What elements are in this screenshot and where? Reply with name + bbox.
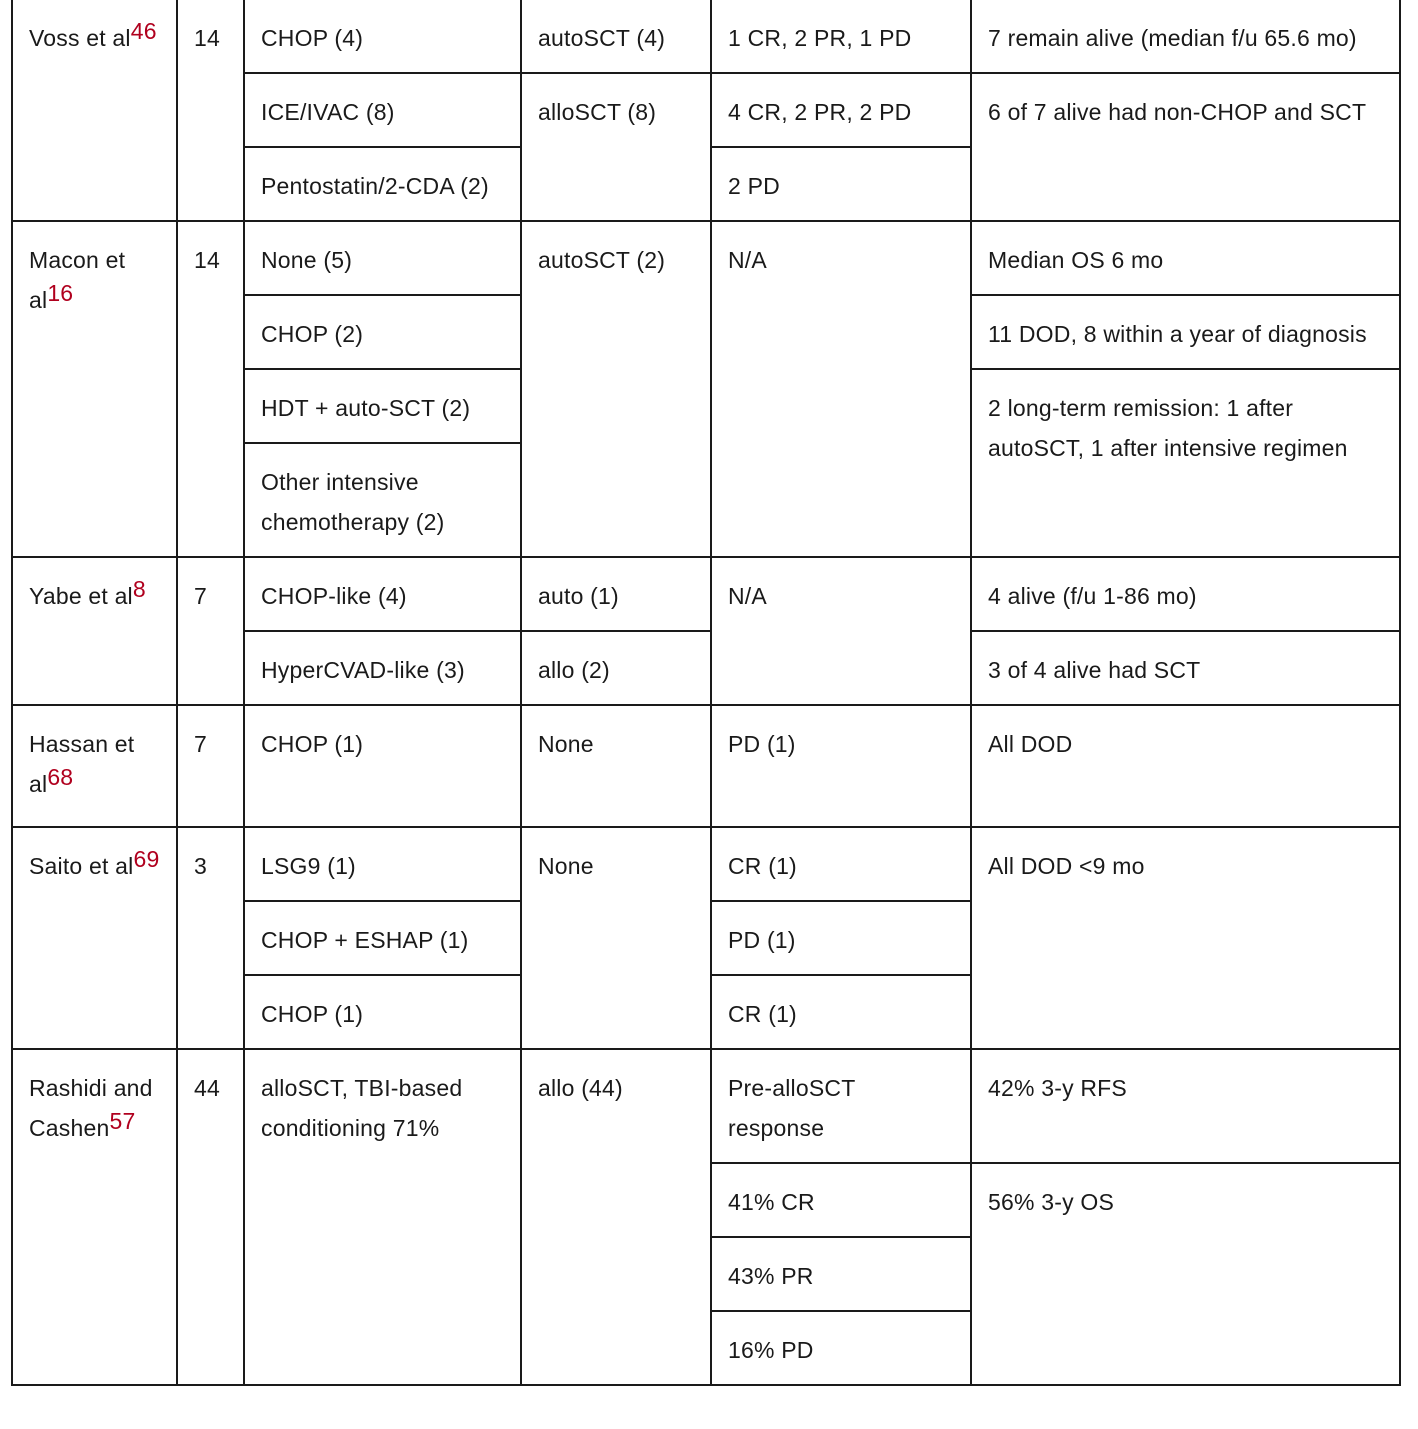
outcome-cell: 2 long-term remission: 1 after autoSCT, 1 after intensive regimen xyxy=(971,369,1400,557)
study-cell xyxy=(12,705,177,827)
study-cell xyxy=(12,221,177,557)
table-row xyxy=(12,705,1400,827)
table-row xyxy=(12,0,1400,73)
treatment-cell: None (5) xyxy=(244,221,521,295)
outcome-cell: All DOD <9 mo xyxy=(971,827,1400,1049)
study-name: Macon et al xyxy=(29,247,126,313)
response-cell: 1 CR, 2 PR, 1 PD xyxy=(711,0,971,73)
study-name: Hassan et al xyxy=(29,731,135,797)
reference-link[interactable]: 8 xyxy=(132,576,146,603)
outcome-cell: 3 of 4 alive had SCT xyxy=(971,631,1400,705)
reference-link[interactable]: 57 xyxy=(109,1108,136,1135)
response-cell: 43% PR xyxy=(711,1237,971,1311)
sct-cell: None xyxy=(521,827,711,1049)
patient-count: 14 xyxy=(177,0,244,221)
table-row xyxy=(12,221,1400,295)
sct-cell: auto (1) xyxy=(521,557,711,631)
treatment-cell: LSG9 (1) xyxy=(244,827,521,901)
patient-count: 14 xyxy=(177,221,244,557)
treatment-cell: HyperCVAD-like (3) xyxy=(244,631,521,705)
response-cell: PD (1) xyxy=(711,705,971,827)
sct-cell: None xyxy=(521,705,711,827)
response-cell: 41% CR xyxy=(711,1163,971,1237)
outcome-cell: All DOD xyxy=(971,705,1400,827)
study-cell xyxy=(12,1049,177,1385)
study-cell xyxy=(12,0,177,221)
treatment-cell: CHOP + ESHAP (1) xyxy=(244,901,521,975)
patient-count: 3 xyxy=(177,827,244,1049)
treatment-cell: HDT + auto-SCT (2) xyxy=(244,369,521,443)
results-table xyxy=(11,0,1401,1386)
response-cell: 4 CR, 2 PR, 2 PD xyxy=(711,73,971,147)
outcome-cell: 7 remain alive (median f/u 65.6 mo) xyxy=(971,0,1400,73)
response-cell: N/A xyxy=(711,557,971,705)
sct-cell: allo (44) xyxy=(521,1049,711,1385)
study-cell xyxy=(12,557,177,705)
study-name: Yabe et al xyxy=(29,583,133,609)
patient-count: 44 xyxy=(177,1049,244,1385)
study-cell xyxy=(12,827,177,1049)
reference-link[interactable]: 46 xyxy=(130,18,157,45)
study-name: Voss et al xyxy=(29,25,131,51)
study-name: Saito et al xyxy=(29,853,134,879)
treatment-cell: CHOP (1) xyxy=(244,705,521,827)
outcome-cell: 42% 3-y RFS xyxy=(971,1049,1400,1163)
treatment-cell: CHOP (4) xyxy=(244,0,521,73)
reference-link[interactable]: 16 xyxy=(47,280,74,307)
response-cell: Pre-alloSCT response xyxy=(711,1049,971,1163)
outcome-cell: 4 alive (f/u 1-86 mo) xyxy=(971,557,1400,631)
sct-cell: autoSCT (4) xyxy=(521,0,711,73)
response-cell: 16% PD xyxy=(711,1311,971,1385)
response-cell: 2 PD xyxy=(711,147,971,221)
reference-link[interactable]: 69 xyxy=(133,846,160,873)
table-row xyxy=(12,1049,1400,1163)
treatment-cell: Other intensive chemotherapy (2) xyxy=(244,443,521,557)
outcome-cell: 6 of 7 alive had non-CHOP and SCT xyxy=(971,73,1400,221)
sct-cell: autoSCT (2) xyxy=(521,221,711,557)
response-cell: CR (1) xyxy=(711,975,971,1049)
treatment-cell: Pentostatin/2-CDA (2) xyxy=(244,147,521,221)
study-name: Rashidi and Cashen xyxy=(29,1075,153,1141)
patient-count: 7 xyxy=(177,705,244,827)
treatment-cell: CHOP-like (4) xyxy=(244,557,521,631)
response-cell: CR (1) xyxy=(711,827,971,901)
outcome-cell: 11 DOD, 8 within a year of diagnosis xyxy=(971,295,1400,369)
treatment-cell: CHOP (1) xyxy=(244,975,521,1049)
sct-cell: allo (2) xyxy=(521,631,711,705)
table-row xyxy=(12,827,1400,901)
treatment-cell: alloSCT, TBI-based conditioning 71% xyxy=(244,1049,521,1385)
response-cell: PD (1) xyxy=(711,901,971,975)
outcome-cell: 56% 3-y OS xyxy=(971,1163,1400,1385)
table-row xyxy=(12,557,1400,631)
response-cell: N/A xyxy=(711,221,971,557)
outcome-cell: Median OS 6 mo xyxy=(971,221,1400,295)
treatment-cell: ICE/IVAC (8) xyxy=(244,73,521,147)
results-table-container xyxy=(11,0,1399,1393)
sct-cell: alloSCT (8) xyxy=(521,73,711,221)
treatment-cell: CHOP (2) xyxy=(244,295,521,369)
reference-link[interactable]: 68 xyxy=(47,764,74,791)
patient-count: 7 xyxy=(177,557,244,705)
